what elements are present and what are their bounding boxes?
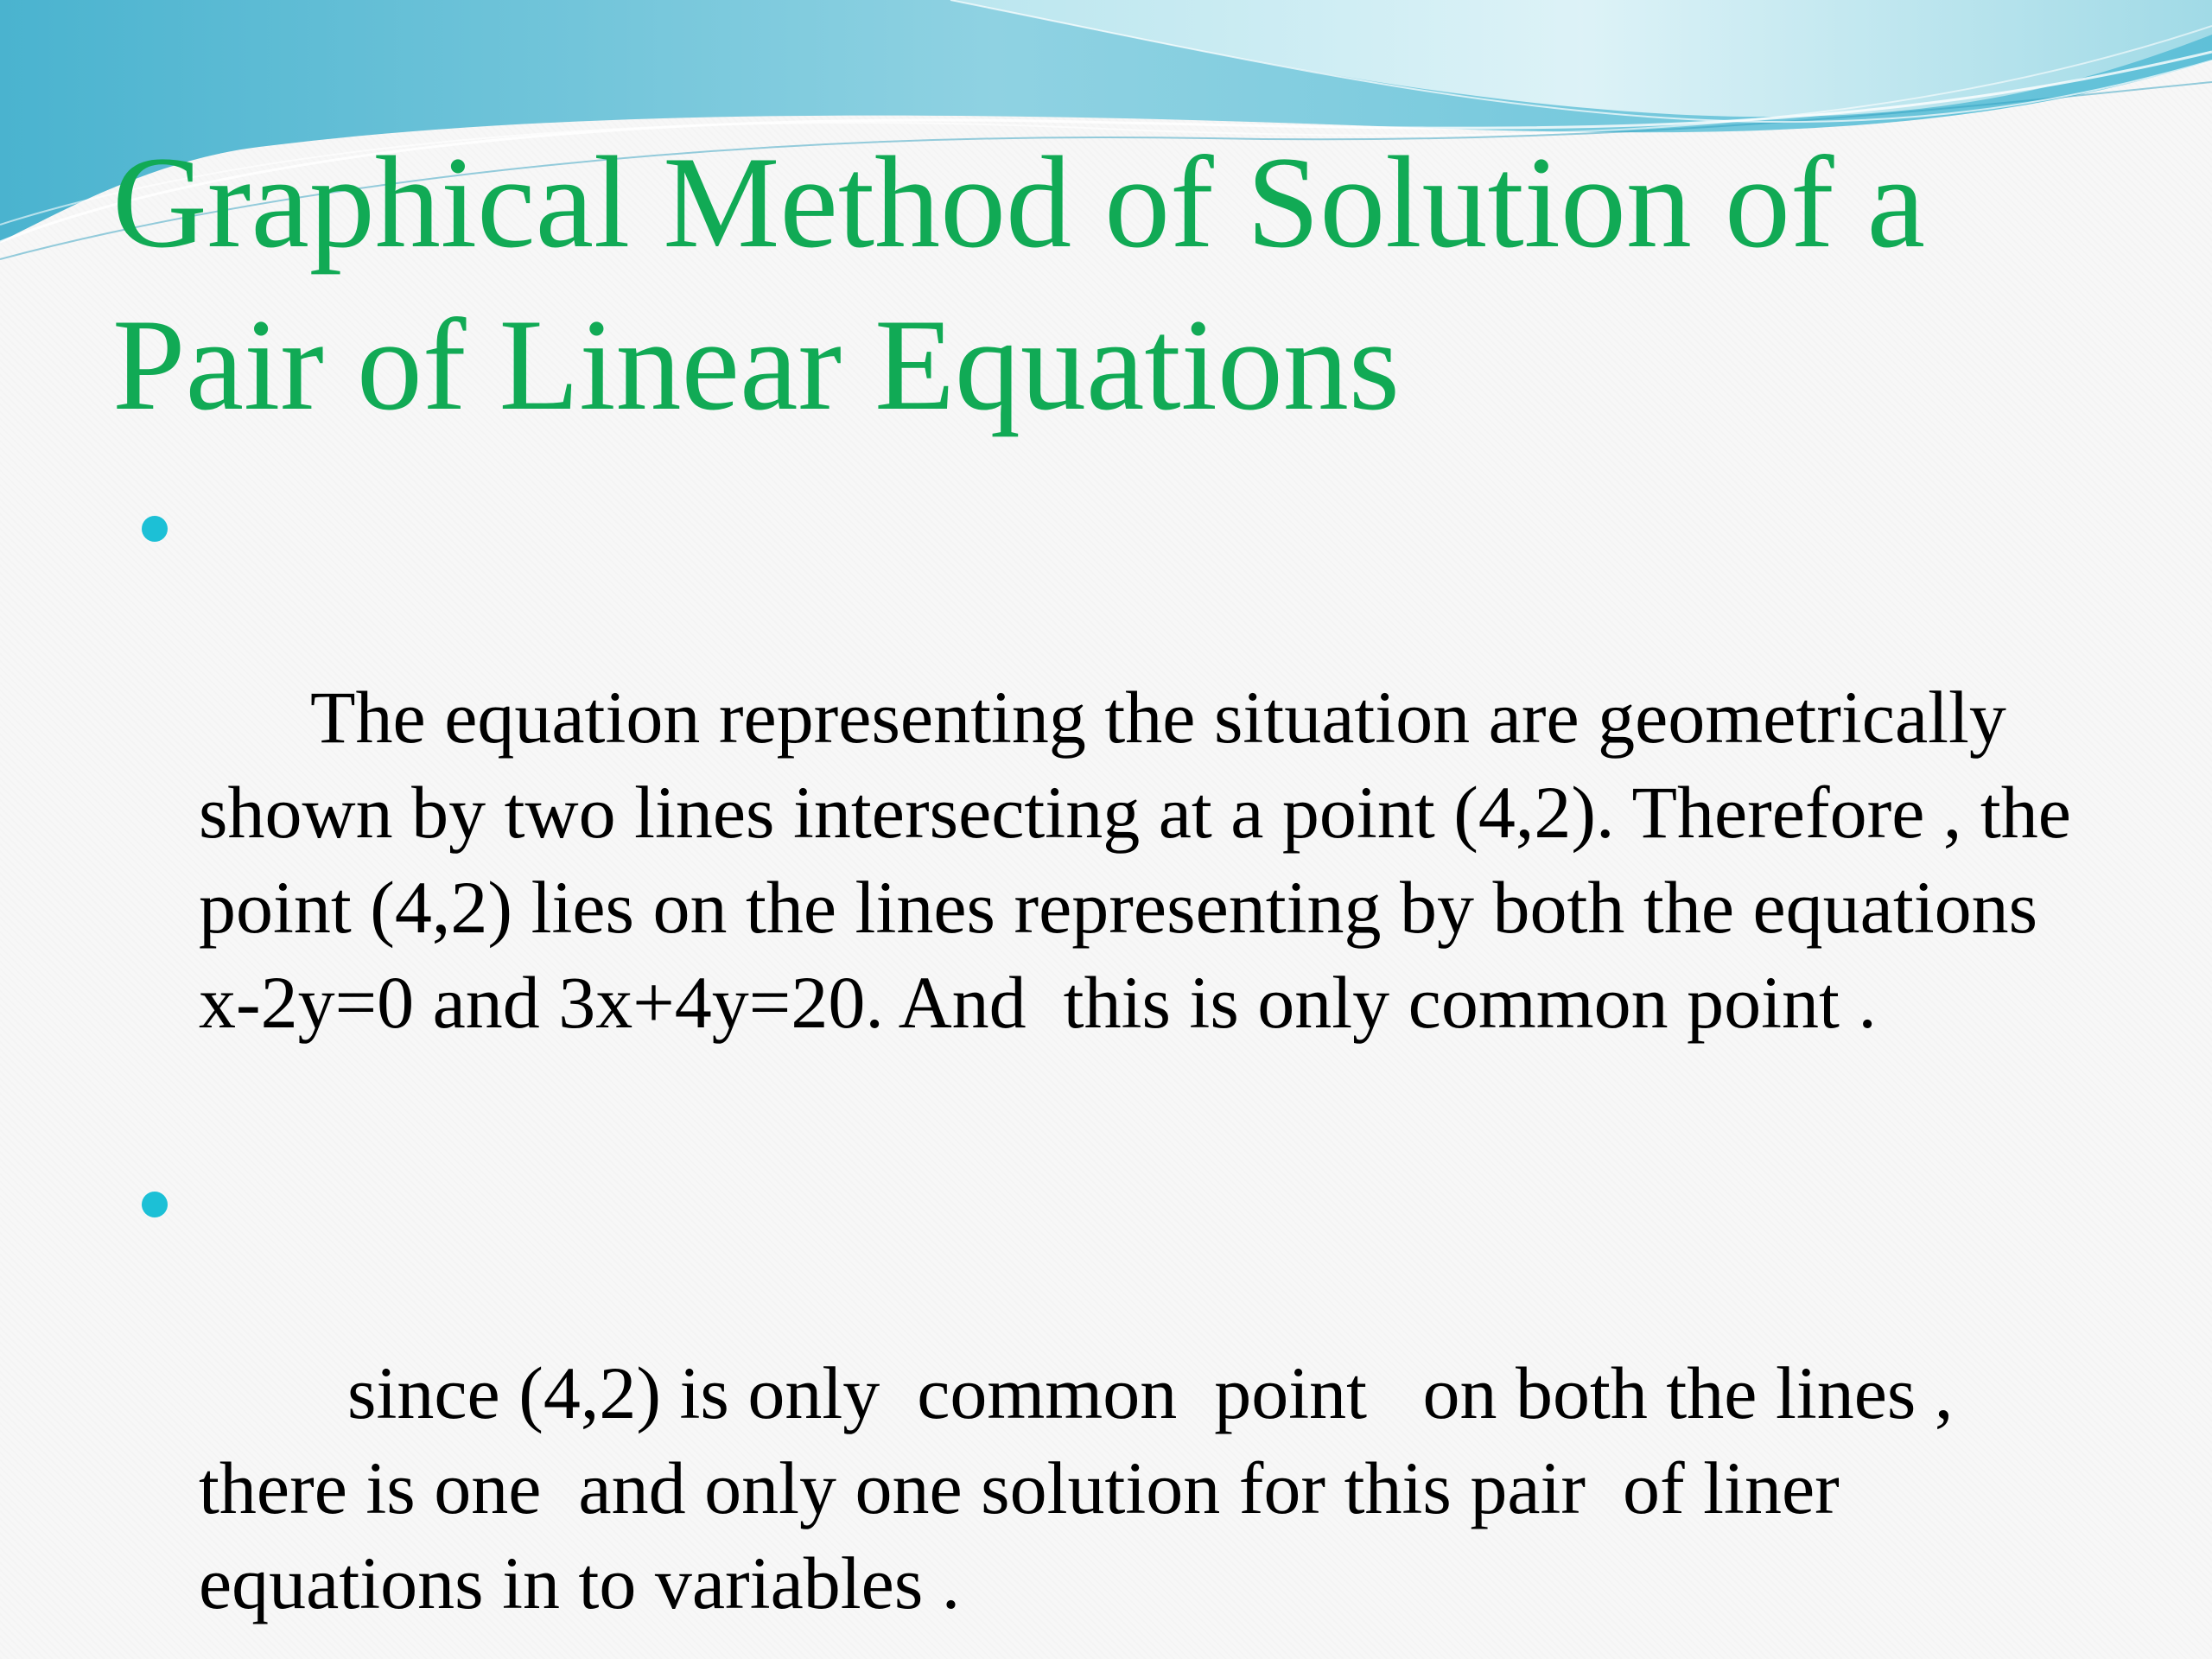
bullet-text: The equation representing the situation are geometrically shown by two lines intersecting at a point (4,2). Therefore , the point (4,2) lies on the lines representing by both the equations x-2y=0 and 3x+4y=20. And this is only common point . [199,676,2090,1044]
bullet-list [138,480,2091,1659]
bullet-item [138,480,2091,1145]
bullet-marker-icon [142,1192,168,1217]
bullet-text: since (4,2) is only common point on both the lines , there is one and only one solution for this pair of liner equations in to variables . [199,1351,1972,1624]
bullet-marker-icon [142,516,168,542]
slide-title: Graphical Method of Solution of a Pair of Linear Equations [112,130,1926,437]
bullet-item [138,1155,2091,1659]
